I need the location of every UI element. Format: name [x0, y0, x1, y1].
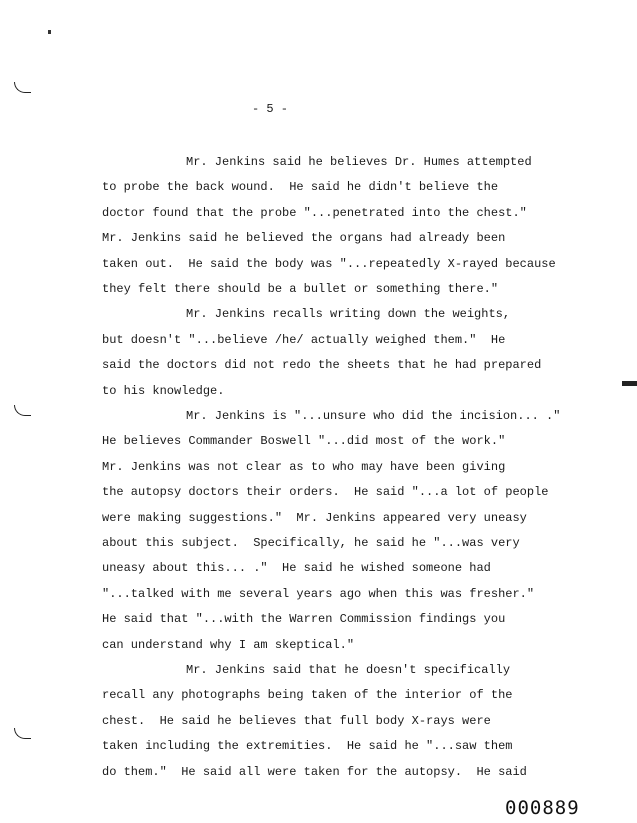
- text-line: do them." He said all were taken for the autopsy. He said: [102, 764, 527, 779]
- text-line: taken including the extremities. He said he "...saw them: [102, 739, 513, 754]
- text-line: taken out. He said the body was "...repeatedly X-rayed because: [102, 256, 556, 271]
- scan-edge-mark: [622, 381, 637, 386]
- punch-hole-mark-bottom: [14, 728, 31, 739]
- text-line: Mr. Jenkins said that he doesn't specifically: [186, 663, 511, 677]
- text-line: Mr. Jenkins recalls writing down the weights,: [186, 307, 511, 322]
- text-line: Mr. Jenkins said he believes Dr. Humes attempted: [186, 155, 532, 169]
- text-line: uneasy about this... ." He said he wished someone had: [102, 561, 491, 576]
- text-line: were making suggestions." Mr. Jenkins appeared very uneasy: [102, 510, 527, 525]
- text-line: the autopsy doctors their orders. He said "...a lot of people: [102, 485, 549, 500]
- text-line: they felt there should be a bullet or something there.": [102, 282, 499, 296]
- text-line: Mr. Jenkins said he believed the organs had already been: [102, 231, 506, 246]
- text-line: He said that "...with the Warren Commission findings you: [102, 612, 506, 627]
- text-line: said the doctors did not redo the sheets that he had prepared: [102, 358, 542, 373]
- text-line: recall any photographs being taken of the interior of the: [102, 688, 513, 703]
- text-line: about this subject. Specifically, he said he "...was very: [102, 536, 520, 550]
- text-line: doctor found that the probe "...penetrated into the chest.": [102, 205, 527, 220]
- text-line: "...talked with me several years ago when this was fresher.": [102, 586, 535, 601]
- text-line: chest. He said he believes that full body X-rays were: [102, 713, 491, 728]
- text-line: He believes Commander Boswell "...did most of the work.": [102, 434, 506, 449]
- scan-speck: [48, 30, 51, 34]
- text-line: but doesn't "...believe /he/ actually weighed them." He: [102, 332, 506, 347]
- document-id-stamp: 000889: [505, 797, 580, 819]
- text-line: to probe the back wound. He said he didn't believe the: [102, 180, 499, 195]
- text-line: Mr. Jenkins was not clear as to who may have been giving: [102, 459, 506, 474]
- text-line: can understand why I am skeptical.": [102, 637, 355, 652]
- punch-hole-mark-top: [14, 82, 31, 93]
- page-number: - 5 -: [251, 102, 288, 116]
- text-line: Mr. Jenkins is "...unsure who did the incision... .": [186, 409, 561, 423]
- punch-hole-mark-middle: [14, 405, 31, 416]
- text-line: to his knowledge.: [102, 383, 225, 398]
